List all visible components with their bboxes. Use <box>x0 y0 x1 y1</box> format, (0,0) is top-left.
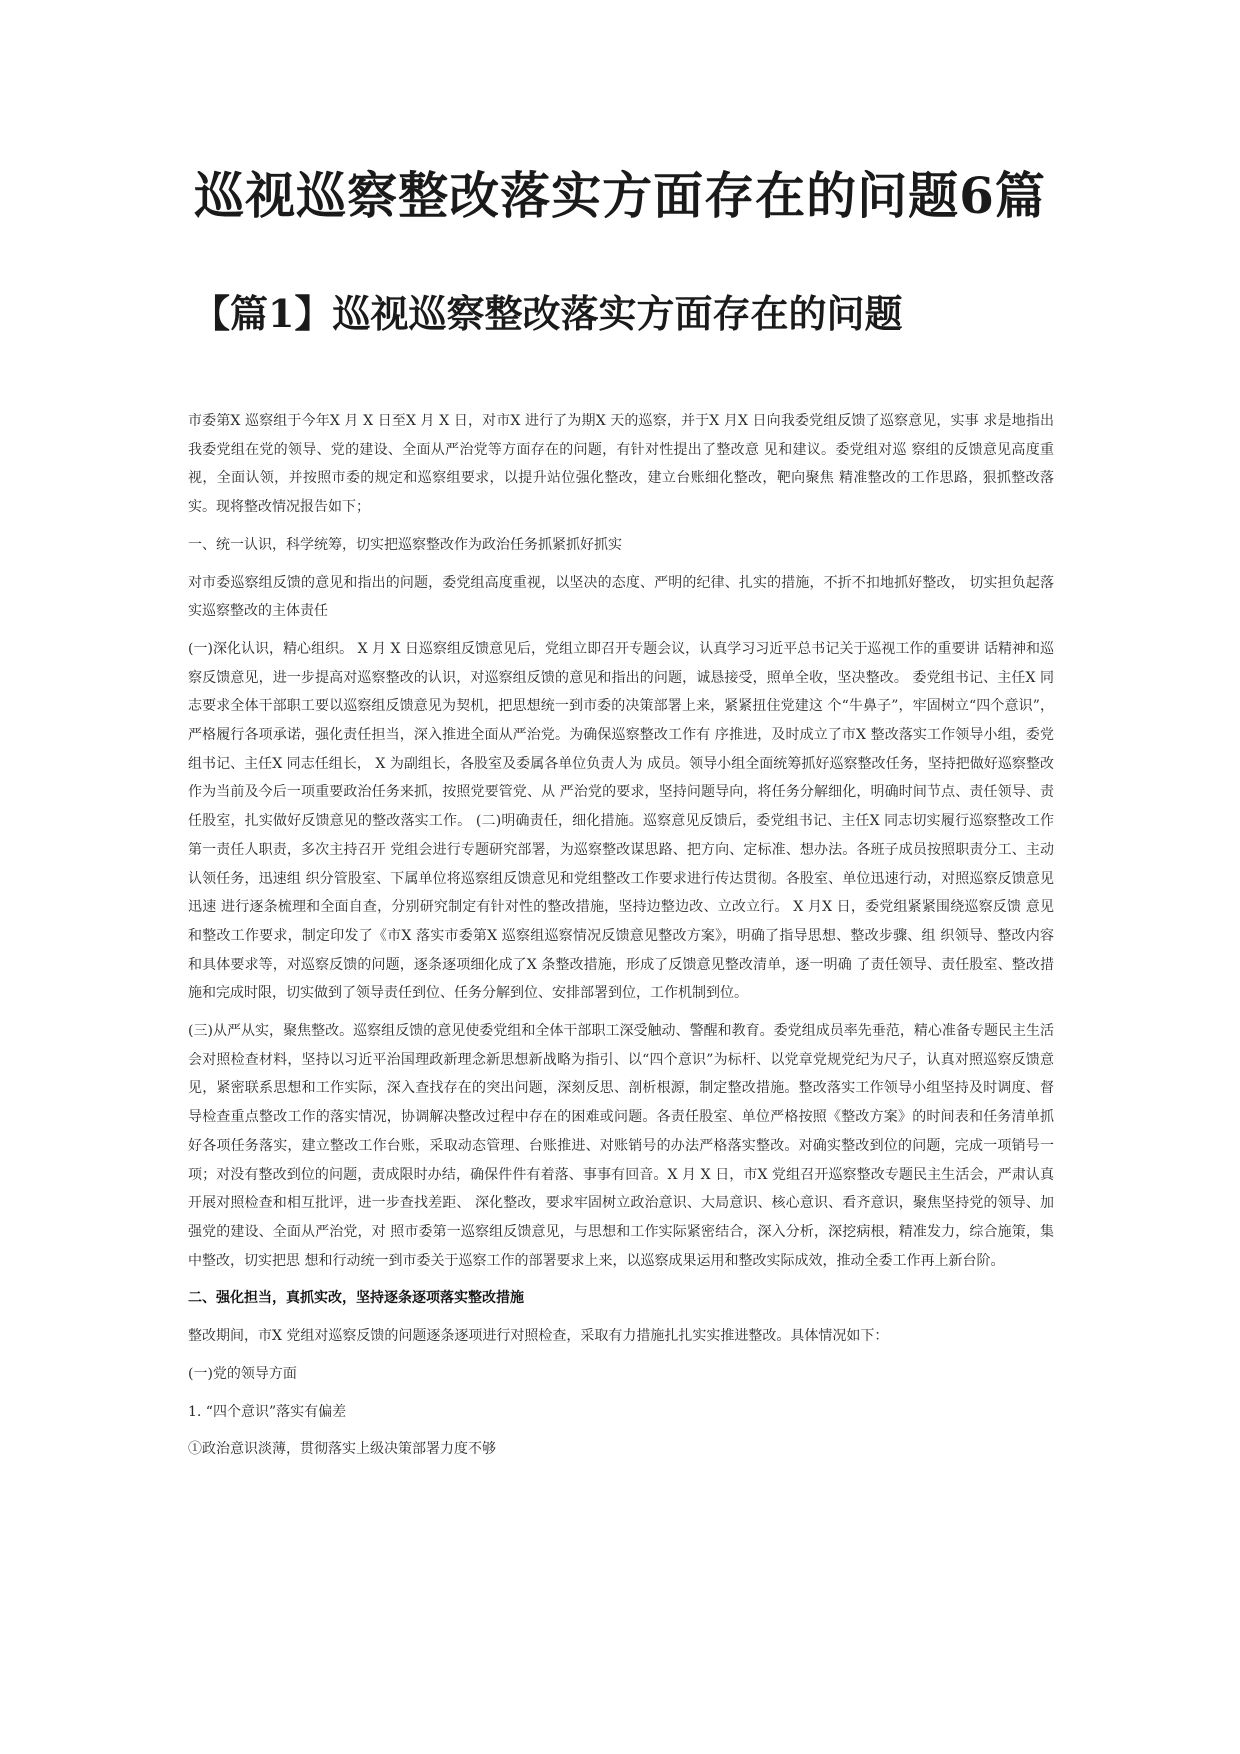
section-title: 【篇1】巡视巡察整改落实方面存在的问题 <box>192 291 903 336</box>
heading-one: 一、统一认识，科学统筹，切实把巡察整改作为政治任务抓紧抓好抓实 <box>188 536 622 553</box>
intro-paragraph: 市委第X 巡察组于今年X 月 X 日至X 月 X 日，对市X 进行了为期X 天的巡察，并于X 月X 日向我委党组反馈了巡察意见，实事 求是地指出我委党组在党的领导、党的建设、全面从严治党等方面存在的问题，有针对性提出了整改意 见和建议。委党组对巡 察组的反馈意见高度重视，全面认领，并按照市委的规定和巡察组要求，以提升站位强化整改，建立台账细化整改，靶向聚焦 精准整改的工作思路，狠抓整改落实。现将整改情况报告如下； <box>188 413 1054 516</box>
document-title: 巡视巡察整改落实方面存在的问题6篇 <box>194 166 1046 225</box>
heading-two: 二、强化担当，真抓实改，坚持逐条逐项落实整改措施 <box>188 1290 524 1307</box>
paragraph: 整改期间，市X 党组对巡察反馈的问题逐条逐项进行对照检查，采取有力措施扎扎实实推进整改。具体情况如下： <box>188 1328 889 1345</box>
paragraph: (三)从严从实，聚焦整改。巡察组反馈的意见使委党组和全体干部职工深受触动、警醒和教育。委党组成员率先垂范，精心准备专题民主生活会对照检查材料，坚持以习近平治国理政新理念新思想新战略为指引、以“四个意识”为标杆、以党章党规党纪为尺子，认真对照巡察反馈意见，紧密联系思想和工作实际，深入查找存在的突出问题，深刻反思、剖析根源，制定整改措施。整改落实工作领导小组坚持及时调度、督导检查重点整改工作的落实情况，协调解决整改过程中存在的困难或问题。各责任股室、单位严格按照《整改方案》的时间表和任务清单抓好各项任务落实，建立整改工作台账，采取动态管理、台账推进、对账销号的办法严格落实整改。对确实整改到位的问题，完成一项销号一项；对没有整改到位的问题，责成限时办结，确保件件有着落、事事有回音。X 月 X 日，市X 党组召开巡察整改专题民主生活会，严肃认真开展对照检查和相互批评，进一步查找差距、 深化整改，要求牢固树立政治意识、大局意识、核心意识、看齐意识，聚焦坚持党的领导、加强党的建设、全面从严治党，对 照市委第一巡察组反馈意见，与思想和工作实际紧密结合，深入分析，深挖病根，精准发力，综合施策，集中整改，切实把思 想和行动统一到市委关于巡察工作的部署要求上来，以巡察成果运用和整改实际成效，推动全委工作再上新台阶。 <box>188 1023 1054 1269</box>
paragraph: 对市委巡察组反馈的意见和指出的问题，委党组高度重视，以坚决的态度、严明的纪律、扎实的措施，不折不扣地抓好整改， 切实担负起落实巡察整改的主体责任 <box>188 574 1054 620</box>
document-body <box>188 407 1054 1473</box>
circled-item: ①政治意识淡薄，贯彻落实上级决策部署力度不够 <box>188 1441 496 1458</box>
subheading: (一)党的领导方面 <box>188 1365 297 1382</box>
numbered-item: 1. “四个意识”落实有偏差 <box>188 1403 347 1420</box>
paragraph: (一)深化认识，精心组织。 X 月 X 日巡察组反馈意见后，党组立即召开专题会议，认真学习习近平总书记关于巡视工作的重要讲 话精神和巡察反馈意见，进一步提高对巡察整改的认识，对巡察组反馈的意见和指出的问题，诚恳接受，照单全收，坚决整改。 委党组书记、主任X 同志要求全体干部职工要以巡察组反馈意见为契机，把思想统一到市委的决策部署上来，紧紧扭住党建这 个“牛鼻子”，牢固树立“四个意识”，严格履行各项承诺，强化责任担当，深入推进全面从严治党。为确保巡察整改工作有 序推进，及时成立了市X 整改落实工作领导小组，委党组书记、主任X 同志任组长， X 为副组长，各股室及委属各单位负责人为 成员。领导小组全面统筹抓好巡察整改任务，坚持把做好巡察整改作为当前及今后一项重要政治任务来抓，按照党要管党、从 严治党的要求，坚持问题导向，将任务分解细化，明确时间节点、责任领导、责任股室，扎实做好反馈意见的整改落实工作。 (二)明确责任，细化措施。巡察意见反馈后，委党组书记、主任X 同志切实履行巡察整改工作第一责任人职责，多次主持召开 党组会进行专题研究部署，为巡察整改谋思路、把方向、定标准、想办法。各班子成员按照职责分工、主动认领任务，迅速组 织分管股室、下属单位将巡察组反馈意见和党组整改工作要求进行传达贯彻。各股室、单位迅速行动，对照巡察反馈意见迅速 进行逐条梳理和全面自查，分别研究制定有针对性的整改措施，坚持边整边改、立改立行。 X 月X 日，委党组紧紧围绕巡察反馈 意见和整改工作要求，制定印发了《市X 落实市委第X 巡察组巡察情况反馈意见整改方案》，明确了指导思想、整改步骤、组 织领导、整改内容和具体要求等，对巡察反馈的问题，逐条逐项细化成了X 条整改措施，形成了反馈意见整改清单，逐一明确 了责任领导、责任股室、整改措施和完成时限，切实做到了领导责任到位、任务分解到位、安排部署到位，工作机制到位。 <box>188 640 1054 1002</box>
